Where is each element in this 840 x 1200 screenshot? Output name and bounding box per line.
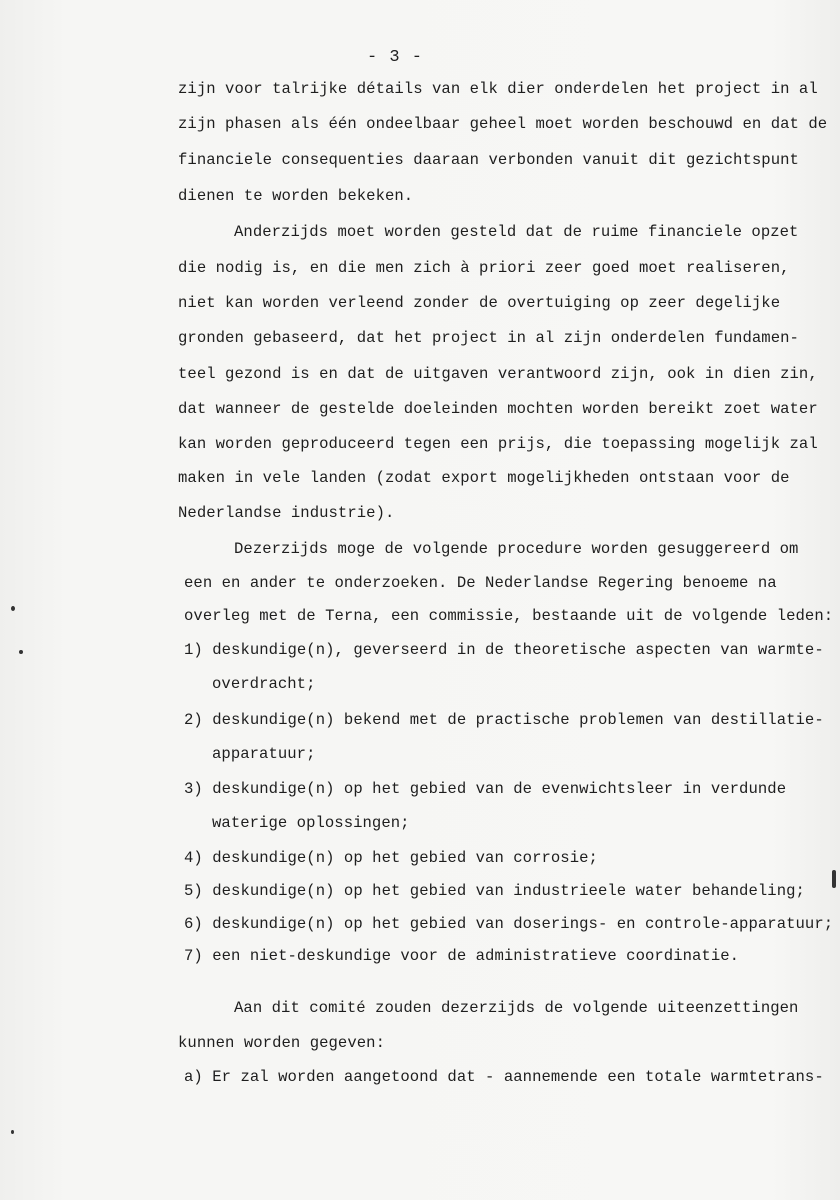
text-line: niet kan worden verleend zonder de overtuiging op zeer degelijke [178, 294, 781, 312]
margin-speck [11, 1130, 14, 1134]
text-line: 4) deskundige(n) op het gebied van corrosie; [184, 849, 598, 867]
text-line: maken in vele landen (zodat export mogelijkheden ontstaan voor de [178, 469, 790, 487]
text-line: 3) deskundige(n) op het gebied van de evenwichtsleer in verdunde [184, 780, 787, 798]
text-line: waterige oplossingen; [212, 814, 410, 832]
margin-speck [11, 606, 15, 611]
text-line: apparatuur; [212, 745, 316, 763]
text-line: dienen te worden bekeken. [178, 187, 414, 205]
text-line: die nodig is, en die men zich à priori zeer goed moet realiseren, [178, 259, 790, 277]
text-line: a) Er zal worden aangetoond dat - aannemende een totale warmtetrans- [184, 1068, 824, 1086]
text-line: een en ander te onderzoeken. De Nederlandse Regering benoeme na [184, 574, 777, 592]
text-line: 5) deskundige(n) op het gebied van industrieele water behandeling; [184, 882, 805, 900]
text-line: Aan dit comité zouden dezerzijds de volgende uiteenzettingen [234, 999, 799, 1017]
text-line: zijn phasen als één ondeelbaar geheel moet worden beschouwd en dat de [178, 115, 828, 133]
text-line: 7) een niet-deskundige voor de administratieve coordinatie. [184, 947, 740, 965]
text-line: Dezerzijds moge de volgende procedure worden gesuggereerd om [234, 540, 799, 558]
text-line: overleg met de Terna, een commissie, bestaande uit de volgende leden: [184, 607, 834, 625]
text-line: kan worden geproduceerd tegen een prijs, die toepassing mogelijk zal [178, 435, 818, 453]
text-line: zijn voor talrijke détails van elk dier onderdelen het project in al [178, 80, 818, 98]
text-line: financiele consequenties daaraan verbonden vanuit dit gezichtspunt [178, 151, 799, 169]
text-line: gronden gebaseerd, dat het project in al zijn onderdelen fundamen- [178, 329, 799, 347]
text-line: kunnen worden gegeven: [178, 1034, 385, 1052]
text-line: Nederlandse industrie). [178, 504, 395, 522]
text-line: dat wanneer de gestelde doeleinden mochten worden bereikt zoet water [178, 400, 818, 418]
text-line: 1) deskundige(n), geverseerd in de theoretische aspecten van warmte- [184, 641, 824, 659]
text-line: teel gezond is en dat de uitgaven verantwoord zijn, ook in dien zin, [178, 365, 818, 383]
text-line: overdracht; [212, 675, 316, 693]
text-line: 2) deskundige(n) bekend met de practische problemen van destillatie- [184, 711, 824, 729]
text-line: Anderzijds moet worden gesteld dat de ruime financiele opzet [234, 223, 799, 241]
margin-speck [832, 870, 836, 888]
margin-speck [19, 650, 23, 654]
text-line: 6) deskundige(n) op het gebied van doserings- en controle-apparatuur; [184, 915, 834, 933]
page-number: - 3 - [366, 48, 423, 67]
